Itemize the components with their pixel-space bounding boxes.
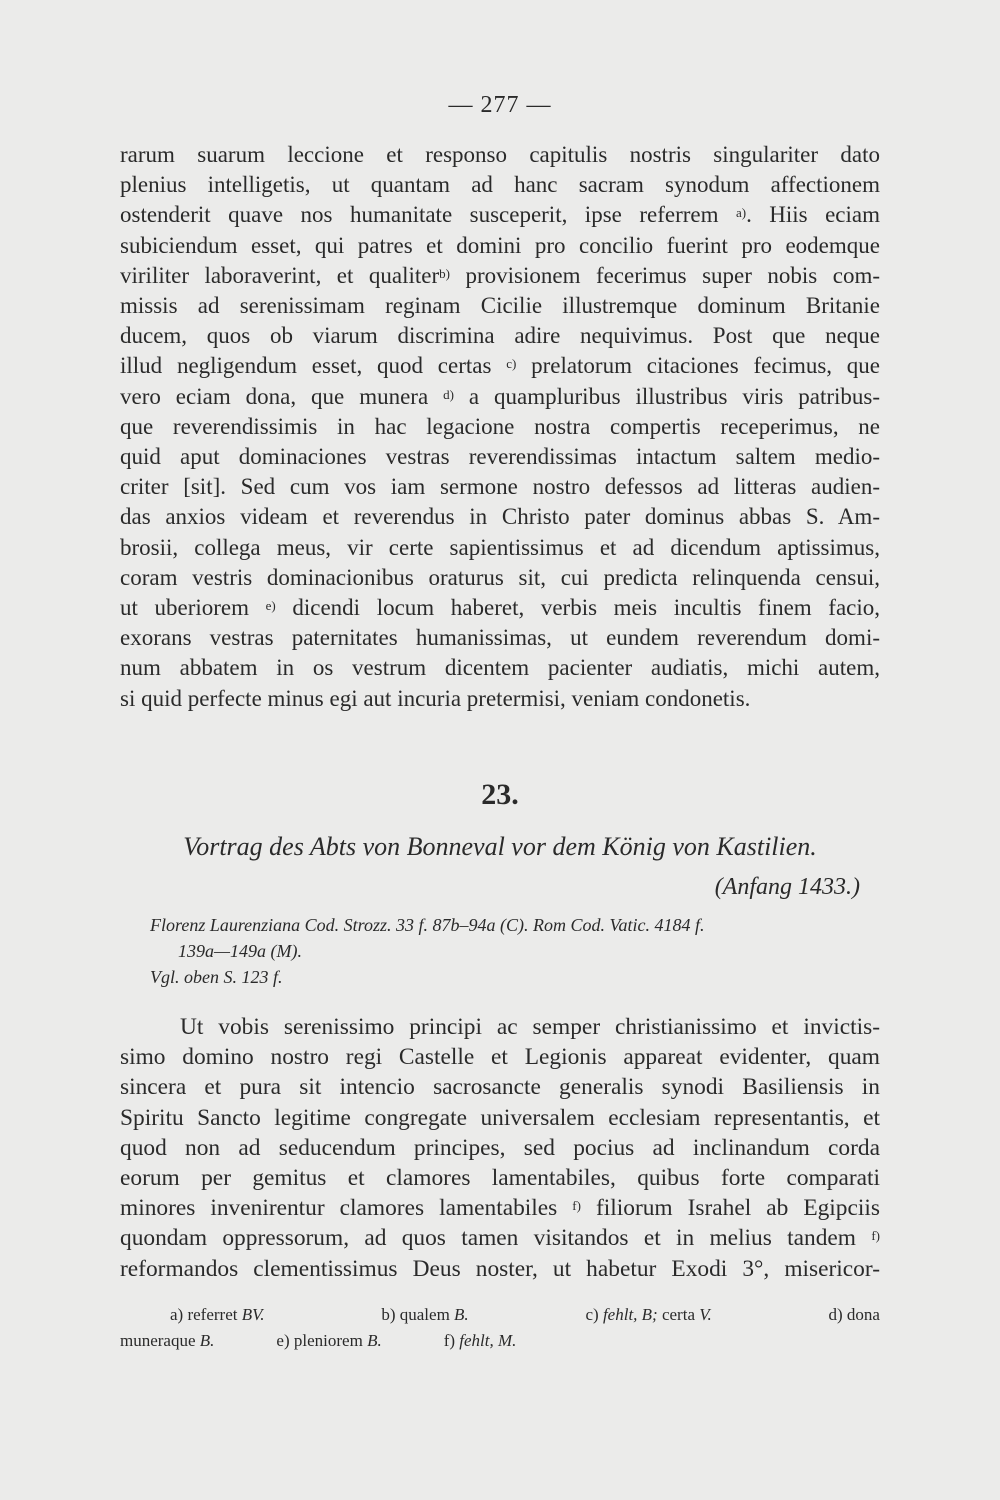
footnote-c: c) fehlt, B; certa V. <box>585 1305 712 1324</box>
footnote-mark-f: f) <box>871 1228 880 1244</box>
footnote-e: e) pleniorem B. <box>276 1331 382 1350</box>
footnote-b: b) qualem B. <box>381 1305 469 1324</box>
text-line: exorans vestras paternitates humanissimas, ut eundem reverendum domi- <box>120 625 880 651</box>
text-line: Ut vobis serenissimo principi ac semper christianissimo et invictis- <box>180 1014 880 1040</box>
text-line: rarum suarum leccione et responso capitulis nostris singulariter dato <box>120 142 880 167</box>
footnote-row <box>120 1328 880 1354</box>
footnote-mark-c: c) <box>506 356 517 372</box>
text-line: ostenderit quave nos humanitate susceperit, ipse referrem $^{a)}$. Hiis eciam <box>120 202 880 228</box>
text-line: viriliter laboraverint, et qualiter$^{b)}$ provisionem fecerimus super nobis com- <box>120 262 880 288</box>
footnote-row <box>120 1302 880 1328</box>
text-line: quondam oppressorum, ad quos tamen visitandos et in melius tandem $^{f)}$ <box>120 1225 880 1252</box>
text-line: minores invenirentur clamores lamentabiles $^{f)}$ filiorum Israhel ab Egipciis <box>120 1195 880 1222</box>
footnote-f: f) fehlt, M. <box>443 1331 517 1350</box>
document-number: 23. <box>481 778 519 811</box>
footnote-d: d) dona <box>828 1305 880 1324</box>
text-line: reformandos clementissimus Deus noster, ut habetur Exodi 3°, misericor- <box>120 1255 880 1282</box>
text-line: num abbatem in os vestrum dicentem pacienter audiatis, michi autem, <box>120 655 880 681</box>
text-line: Spiritu Sancto legitime congregate universalem ecclesiam representantis, et <box>120 1104 880 1131</box>
text-line: plenius intelligetis, ut quantam ad hanc sacram synodum affectionem <box>120 172 880 198</box>
paragraph-continuation <box>120 140 880 714</box>
text-line: que reverendissimis in hac legacione nostra compertis receperimus, ne <box>120 413 880 439</box>
text-line: coram vestris dominacionibus oraturus sit, cui predicta relinquenda censui, <box>120 564 880 590</box>
source-line: Vgl. oben S. 123 f. <box>150 967 283 987</box>
text-line: quod non ad seducendum principes, sed pocius ad inclinandum corda <box>120 1134 880 1161</box>
text-line: ut uberiorem $^{e)}$ dicendi locum haberet, verbis meis incultis finem facio, <box>120 595 881 621</box>
source-references <box>150 912 880 990</box>
source-line: 139a—149a (M). <box>178 941 302 961</box>
text-line: brosii, collega meus, vir certe sapientissimus et ad dicendum aptissimus, <box>120 534 880 560</box>
footnotes <box>120 1302 880 1354</box>
text-line: vero eciam dona, que munera $^{d)}$ a quampluribus illustribus viris patribus- <box>120 383 880 409</box>
text-line: sincera et pura sit intencio sacrosancte generalis synodi Basiliensis in <box>120 1074 880 1101</box>
text-line: missis ad serenissimam reginam Cicilie illustremque dominum Britanie <box>120 293 880 319</box>
footnote-mark-d: d) <box>443 386 454 402</box>
text-line: subiciendum esset, qui patres et domini pro concilio fuerint pro eodemque <box>120 232 880 258</box>
footnote-a: a) referret BV. <box>170 1305 265 1324</box>
text-line: si quid perfecte minus egi aut incuria pretermisi, veniam condonetis. <box>120 685 751 711</box>
page-number: — 277 — <box>448 92 552 118</box>
text-line: das anxios videam et reverendus in Christo pater dominus abbas S. Am- <box>120 504 880 530</box>
text-line: simo domino nostro regi Castelle et Legionis appareat evidenter, quam <box>120 1044 880 1071</box>
text-line: quid aput dominaciones vestras reverendissimas intactum saltem medio- <box>120 444 880 470</box>
text-line: eorum per gemitus et clamores lamentabiles, quibus forte comparati <box>120 1165 880 1192</box>
paragraph-body <box>120 1012 880 1284</box>
source-line: Florenz Laurenziana Cod. Strozz. 33 f. 87b–94a (C). Rom Cod. Vatic. 4184 f. <box>150 915 705 935</box>
text-line: criter [sit]. Sed cum vos iam sermone nostro defessos ad litteras audien- <box>120 474 880 500</box>
text-line: ducem, quos ob viarum discrimina adire nequivimus. Post que neque <box>120 323 880 349</box>
footnote-d-continued: muneraque B. <box>120 1331 215 1350</box>
document-date: (Anfang 1433.) <box>714 874 860 900</box>
document-title: Vortrag des Abts von Bonneval vor dem König von Kastilien. <box>183 832 817 861</box>
text-line: illud negligendum esset, quod certas $^{c)}$ prelatorum citaciones fecimus, que <box>120 353 881 379</box>
footnote-mark-e: e) <box>265 598 276 614</box>
footnote-mark-a: a) <box>735 205 747 221</box>
footnote-mark-f: f) <box>572 1198 581 1214</box>
footnote-mark-b: b) <box>439 265 450 281</box>
